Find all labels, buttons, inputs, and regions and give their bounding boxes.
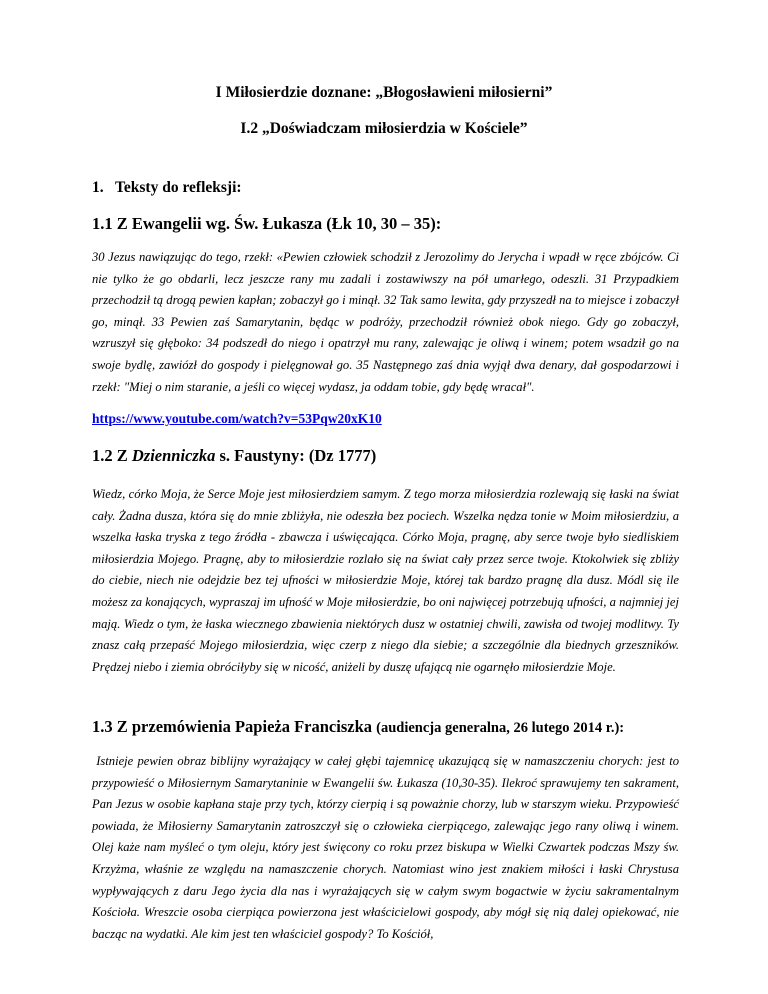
heading-pope-francis (92, 717, 624, 737)
heading-pope-part2: (audiencja generalna, 26 lutego 2014 r.): (376, 720, 625, 736)
youtube-link[interactable]: https://www.youtube.com/watch?v=53Pqw20xK10 (92, 411, 382, 426)
section-heading-texts: 1. Teksty do refleksji: (92, 179, 242, 196)
heading-diary-part1: 1.2 Z (92, 446, 132, 465)
document-subtitle: I.2 „Doświadczam miłosierdzia w Kościele” (240, 120, 528, 137)
heading-diary-title: Dzienniczka (131, 446, 216, 465)
paragraph-pope: Istnieje pewien obraz biblijny wyrażający w całej głębi tajemnicę ukazującą się w namaszczeniu chorych: jest to przypowieść o Miłosiernym Samarytaninie w Ewangelii św. Łukasza (10,30-35). Ilekroć sprawujemy ten sakrament, Pan Jezus w osobie kapłana staje przy tych, którzy cierpią i są poważnie chorzy, lub w starszym wieku. Przypowieść powiada, że Miłosierny Samarytanin zatroszczył się o człowieka cierpiącego, zalewając jego rany oliwą i winem. Olej każe nam myśleć o tym oleju, który jest święcony co roku przez biskupa w Wielki Czwartek podczas Mszy św. Krzyżma, właśnie ze względu na namaszczenie chorych. Natomiast wino jest znakiem miłości i łaski Chrystusa wypływających z daru Jego życia dla nas i wyrażających się w całym swym bogactwie w życiu sakramentalnym Kościoła. Wreszcie osoba cierpiąca powierzona jest właścicielowi gospody, aby mógł się nią dalej opiekować, nie bacząc na wydatki. Ale kim jest ten właściciel gospody? To Kościół, (92, 754, 679, 941)
heading-pope-part1: 1.3 Z przemówienia Papieża Franciszka (92, 717, 377, 736)
heading-diary-faustyna (92, 446, 376, 466)
heading-gospel-luke: 1.1 Z Ewangelii wg. Św. Łukasza (Łk 10, 30 – 35): (92, 214, 442, 233)
paragraph-gospel: 30 Jezus nawiązując do tego, rzekł: «Pewien człowiek schodził z Jerozolimy do Jerycha i wpadł w ręce zbójców. Ci nie tylko że go obdarli, lecz jeszcze rany mu zadali i zostawiwszy na pół umarłego, odeszli. 31 Przypadkiem przechodził tą drogą pewien kapłan; zobaczył go i minął. 32 Tak samo lewita, gdy przyszedł na to miejsce i zobaczył go, minął. 33 Pewien zaś Samarytanin, będąc w podróży, przechodził również obok niego. Gdy go zobaczył, wzruszył się głęboko: 34 podszedł do niego i opatrzył mu rany, zalewając je oliwą i winem; potem wsadził go na swoje bydlę, zawiózł do gospody i pielęgnował go. 35 Następnego zaś dnia wyjął dwa denary, dał gospodarzowi i rzekł: "Miej o nim staranie, a jeśli co więcej wydasz, ja oddam tobie, gdy będę wracał". (92, 250, 679, 394)
heading-diary-part2: s. Faustyny: (Dz 1777) (215, 446, 377, 465)
document-title: I Miłosierdzie doznane: „Błogosławieni miłosierni” (215, 84, 553, 101)
paragraph-diary: Wiedz, córko Moja, że Serce Moje jest miłosierdziem samym. Z tego morza miłosierdzia rozlewają się łaski na świat cały. Żadna dusza, która się do mnie zbliżyła, nie odeszła bez pociech. Wszelka nędza tonie w Moim miłosierdziu, a wszelka łaska tryska z tego źródła - zbawcza i uświęcająca. Córko Moja, pragnę, aby serce twoje było siedliskiem miłosierdzia Mojego. Pragnę, aby to miłosierdzie rozlało się na świat cały przez serce twoje. Ktokolwiek się zbliży do ciebie, niech nie odejdzie bez tej ufności w miłosierdzie Moje, której tak bardzo pragnę dla dusz. Módl się ile możesz za konających, wypraszaj im ufność w Moje miłosierdzie, bo oni najwięcej potrzebują ufności, a najmniej jej mają. Wiedz o tym, że łaska wiecznego zbawienia niektórych dusz w ostatniej chwili, zawisła od twojej modlitwy. Ty znasz całą przepaść Mojego miłosierdzia, więc czerp z niego dla siebie; a szczególnie dla biednych grzeszników. Prędzej niebo i ziemia obróciłyby się w nicość, aniżeli by duszę ufającą nie ogarnęło miłosierdzie Moje. (92, 487, 679, 674)
